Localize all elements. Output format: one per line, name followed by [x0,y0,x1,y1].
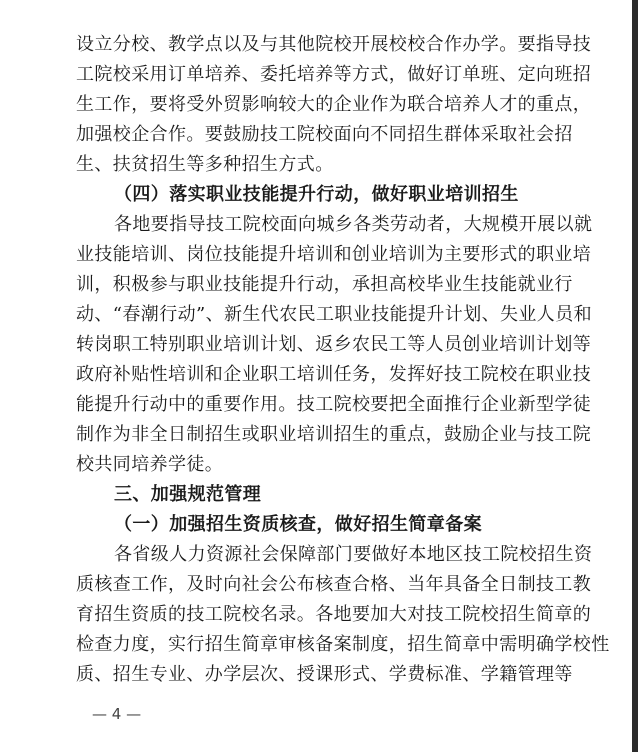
body-text-line: 转岗职工特别职业培训计划、返乡农民工等人员创业培训计划等 [76,334,592,355]
body-text-line: 育招生资质的技工院校名录。各地要加大对技工院校招生简章的 [76,604,592,625]
scan-edge [632,0,638,752]
body-text-line: 工院校采用订单培养、委托培养等方式，做好订单班、定向班招 [76,64,592,85]
body-text-line: 政府补贴性培训和企业职工培训任务，发挥好技工院校在职业技 [76,364,592,385]
section-subheading: （一）加强招生资质核查，做好招生简章备案 [114,514,482,535]
body-text-line: 检查力度，实行招生简章审核备案制度，招生简章中需明确学校性 [76,634,610,655]
section-heading: 三、加强规范管理 [114,484,262,505]
body-text-line: 质、招生专业、办学层次、授课形式、学费标准、学籍管理等 [76,664,573,685]
section-subheading: （四）落实职业技能提升行动，做好职业培训招生 [114,184,519,205]
body-text-line: 校共同培养学徒。 [76,454,224,475]
body-text-line: 质核查工作，及时向社会公布核查合格、当年具备全日制技工教 [76,574,592,595]
body-text-line: 业技能培训、岗位技能提升培训和创业培训为主要形式的职业培 [76,244,592,265]
body-text-line: 设立分校、教学点以及与其他院校开展校校合作办学。要指导技 [76,34,592,55]
body-text-line: 制作为非全日制招生或职业培训招生的重点，鼓励企业与技工院 [76,424,592,445]
body-text-line: 生、扶贫招生等多种招生方式。 [76,154,334,175]
body-text-line: 各地要指导技工院校面向城乡各类劳动者，大规模开展以就 [114,214,593,235]
body-text-line: 加强校企合作。要鼓励技工院校面向不同招生群体采取社会招 [76,124,573,145]
body-text-line: 各省级人力资源社会保障部门要做好本地区技工院校招生资 [114,544,593,565]
body-text-line: 能提升行动中的重要作用。技工院校要把全面推行企业新型学徒 [76,394,592,415]
page-number: — 4 — [92,705,142,723]
body-text-line: 生工作，要将受外贸影响较大的企业作为联合培养人才的重点， [76,94,592,115]
body-text-line: 训，积极参与职业技能提升行动，承担高校毕业生技能就业行 [76,274,573,295]
body-text-line: 动、“春潮行动”、新生代农民工职业技能提升计划、失业人员和 [76,304,593,325]
